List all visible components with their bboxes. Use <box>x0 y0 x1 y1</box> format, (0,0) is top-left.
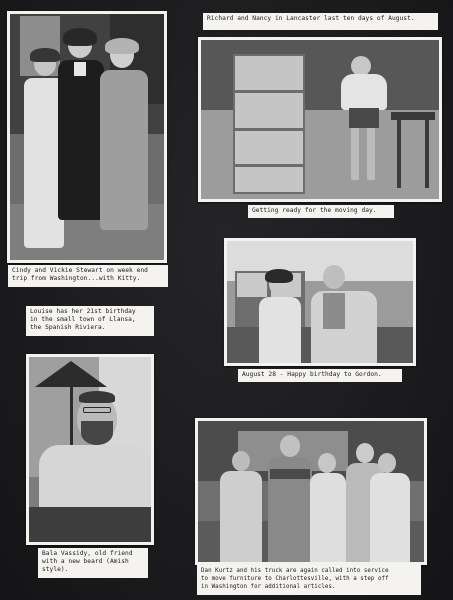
bookshelf-photo <box>198 37 442 202</box>
caption-richard-nancy: Richard and Nancy in Lancaster last ten days of August. <box>203 13 438 30</box>
caption-bala-vassidy: Bala Vassidy, old friend with a new beard (Amish style). <box>38 548 148 578</box>
caption-cindy-vickie: Cindy and Vickie Stewart on week end trip from Washington...with Kitty. <box>8 265 168 287</box>
bearded-man-photo <box>26 354 154 545</box>
caption-dan-kurtz: Dan Kurtz and his truck are again called into service to move furniture to Charlottesville, with a step off in Washington for additional articles. <box>197 565 421 595</box>
caption-louise-birthday: Louise has her 21st birthday in the small town of Llansa, the Spanish Riviera. <box>26 306 154 336</box>
birthday-photo <box>224 238 416 366</box>
group-photo <box>195 418 427 565</box>
three-women-photo <box>7 11 167 263</box>
caption-gordon-birthday: August 28 - Happy birthday to Gordon. <box>238 369 402 382</box>
caption-moving-day: Getting ready for the moving day. <box>248 205 394 218</box>
